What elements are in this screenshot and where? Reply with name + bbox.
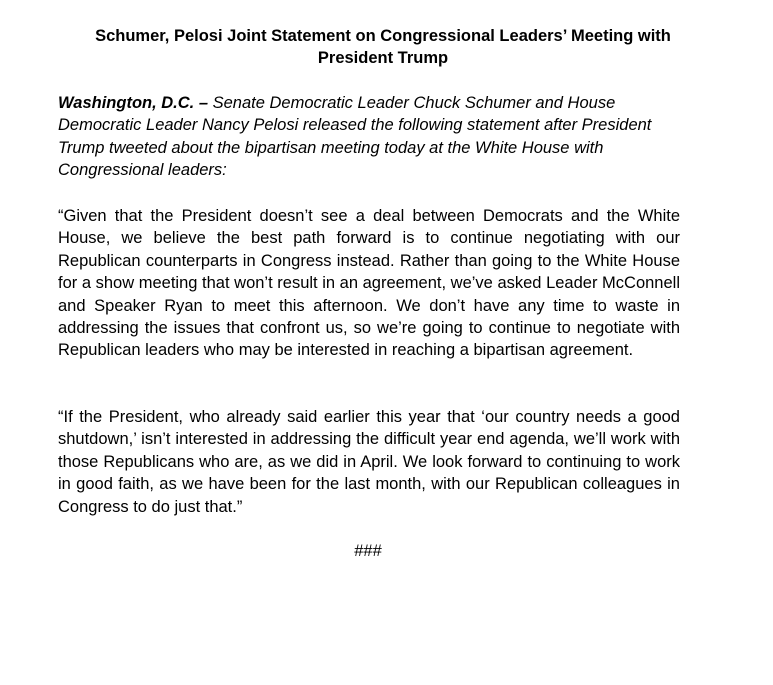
intro-paragraph	[58, 92, 680, 182]
statement-paragraph-1: “Given that the President doesn’t see a deal between Democrats and the White House, we believe the best path forward is to continue negotiating with our Republican counterparts in Congress instead. Rather than going to the White House for a show meeting that won’t result in an agreement, we’ve asked Leader McConnell and Speaker Ryan to meet this afternoon. We don’t have any time to waste in addressing the issues that confront us, so we’re going to continue to negotiate with Republican leaders who may be interested in reaching a bipartisan agreement.	[58, 207, 680, 360]
intro-text: Senate Democratic Leader Chuck Schumer and House Democratic Leader Nancy Pelosi released the following statement after President Trump tweeted about the bipartisan meeting today at the White House with Congressional leaders:	[58, 94, 652, 180]
statement-title: Schumer, Pelosi Joint Statement on Congressional Leaders’ Meeting with President Trump	[95, 27, 671, 67]
statement-paragraph-2: “If the President, who already said earlier this year that ‘our country needs a good shutdown,’ isn’t interested in addressing the difficult year end agenda, we’ll work with those Republicans who are, as we did in April. We look forward to continuing to work in good faith, as we have been for the last month, with our Republican colleagues in Congress to do just that.”	[58, 408, 680, 516]
end-mark: ###	[354, 542, 382, 560]
dateline: Washington, D.C. –	[58, 94, 209, 112]
